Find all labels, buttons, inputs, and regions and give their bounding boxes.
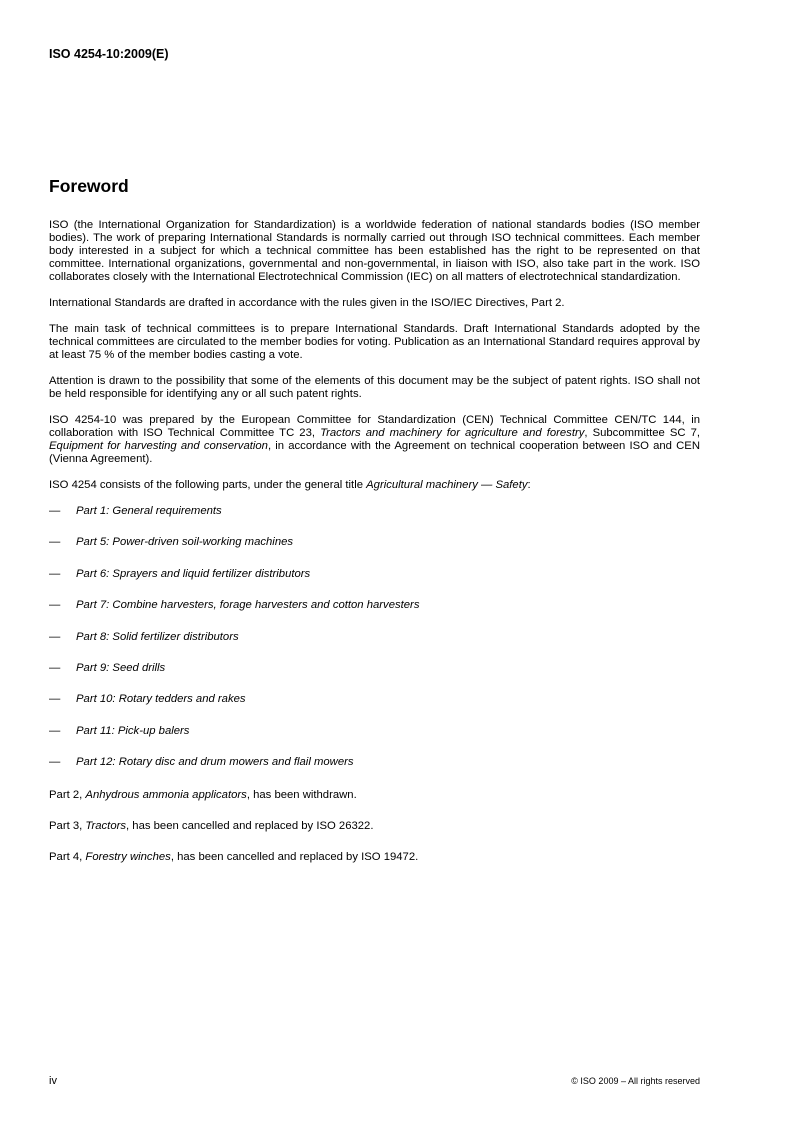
parts-general-title: Agricultural machinery — Safety	[366, 479, 528, 491]
part4-prefix: Part 4,	[49, 851, 86, 864]
preparation-sc7-title: Equipment for harvesting and conservation	[49, 440, 268, 452]
document-id-header: ISO 4254-10:2009(E)	[49, 47, 169, 61]
copyright-notice: © ISO 2009 – All rights reserved	[571, 1076, 700, 1086]
part4-title: Forestry winches	[85, 851, 171, 864]
part-title: Part 5: Power-driven soil-working machines	[76, 536, 294, 549]
page-number: iv	[49, 1075, 57, 1087]
part-title: Part 9: Seed drills	[76, 661, 166, 674]
parts-intro-text-c: :	[527, 479, 531, 491]
parts-list	[49, 505, 700, 769]
part3-suffix: , has been cancelled and replaced by ISO 26322.	[126, 820, 374, 833]
dash-bullet: —	[49, 693, 61, 706]
preparation-text-a: ISO 4254-10 was prepared by the European Committee for Standardization (CEN) Technical Committee CEN/TC 144, in collaboration with ISO Technical Committee TC 23,	[49, 414, 700, 439]
foreword-body	[49, 219, 700, 882]
paragraph-preparation	[49, 414, 700, 466]
part4-suffix: , has been cancelled and replaced by ISO 19472.	[170, 851, 419, 864]
part3-prefix: Part 3,	[49, 820, 86, 833]
preparation-tc23-title: Tractors and machinery for agriculture and forestry	[320, 427, 585, 439]
paragraph-patent-rights: Attention is drawn to the possibility that some of the elements of this document may be the subject of patent rights. ISO shall not be held responsible for identifying any or all such patent rights.	[49, 375, 700, 400]
part-title: Part 7: Combine harvesters, forage harvesters and cotton harvesters	[76, 599, 420, 612]
part2-prefix: Part 2,	[49, 789, 86, 802]
page-title: Foreword	[49, 176, 129, 196]
dash-bullet: —	[49, 756, 61, 769]
part2-note	[49, 789, 700, 802]
dash-bullet: —	[49, 661, 61, 674]
part-title: Part 10: Rotary tedders and rakes	[76, 693, 246, 706]
part2-title: Anhydrous ammonia applicators	[85, 789, 247, 802]
part-title: Part 11: Pick-up balers	[76, 724, 190, 737]
withdrawn-parts	[49, 789, 700, 864]
list-item	[49, 756, 700, 769]
paragraph-technical-committees: The main task of technical committees is to prepare International Standards. Draft International Standards adopted by the technical committees are circulated to the member bodies for voting. Publication as an International Standard requires approval by at least 75 % of the member bodies casting a vote.	[49, 323, 700, 361]
list-item	[49, 505, 700, 518]
list-item	[49, 631, 700, 644]
dash-bullet: —	[49, 599, 61, 612]
part-title: Part 1: General requirements	[76, 505, 222, 517]
paragraph-parts-intro	[49, 479, 700, 492]
list-item	[49, 693, 700, 706]
dash-bullet: —	[49, 536, 61, 549]
part3-title: Tractors	[85, 820, 127, 833]
paragraph-iso-intro: ISO (the International Organization for Standardization) is a worldwide federation of national standards bodies (ISO member bodies). The work of preparing International Standards is normally carried out through ISO technical committees. Each member body interested in a subject for which a technical committee has been established has the right to be represented on that committee. International organizations, governmental and non-governmental, in liaison with ISO, also take part in the work. ISO collaborates closely with the International Electrotechnical Commission (IEC) on all matters of electrotechnical standardization.	[49, 219, 700, 283]
parts-intro-text-a: ISO 4254 consists of the following parts, under the general title	[49, 479, 367, 491]
list-item	[49, 568, 700, 581]
part-title: Part 12: Rotary disc and drum mowers and flail mowers	[76, 756, 354, 769]
dash-bullet: —	[49, 724, 61, 737]
part2-suffix: , has been withdrawn.	[246, 789, 357, 802]
list-item	[49, 599, 700, 612]
part-title: Part 6: Sprayers and liquid fertilizer distributors	[76, 567, 311, 580]
list-item	[49, 662, 700, 675]
dash-bullet: —	[49, 567, 61, 580]
dash-bullet: —	[49, 505, 61, 517]
part3-note	[49, 820, 700, 833]
paragraph-directives: International Standards are drafted in accordance with the rules given in the ISO/IEC Directives, Part 2.	[49, 297, 565, 309]
part4-note	[49, 851, 700, 864]
list-item	[49, 725, 700, 738]
list-item	[49, 536, 700, 549]
preparation-text-c: , Subcommittee SC 7,	[584, 427, 700, 439]
dash-bullet: —	[49, 630, 61, 643]
preparation-text-e: , in accordance with the Agreement on technical cooperation between ISO and CEN (Vienna Agreement).	[49, 440, 700, 465]
part-title: Part 8: Solid fertilizer distributors	[76, 630, 239, 643]
